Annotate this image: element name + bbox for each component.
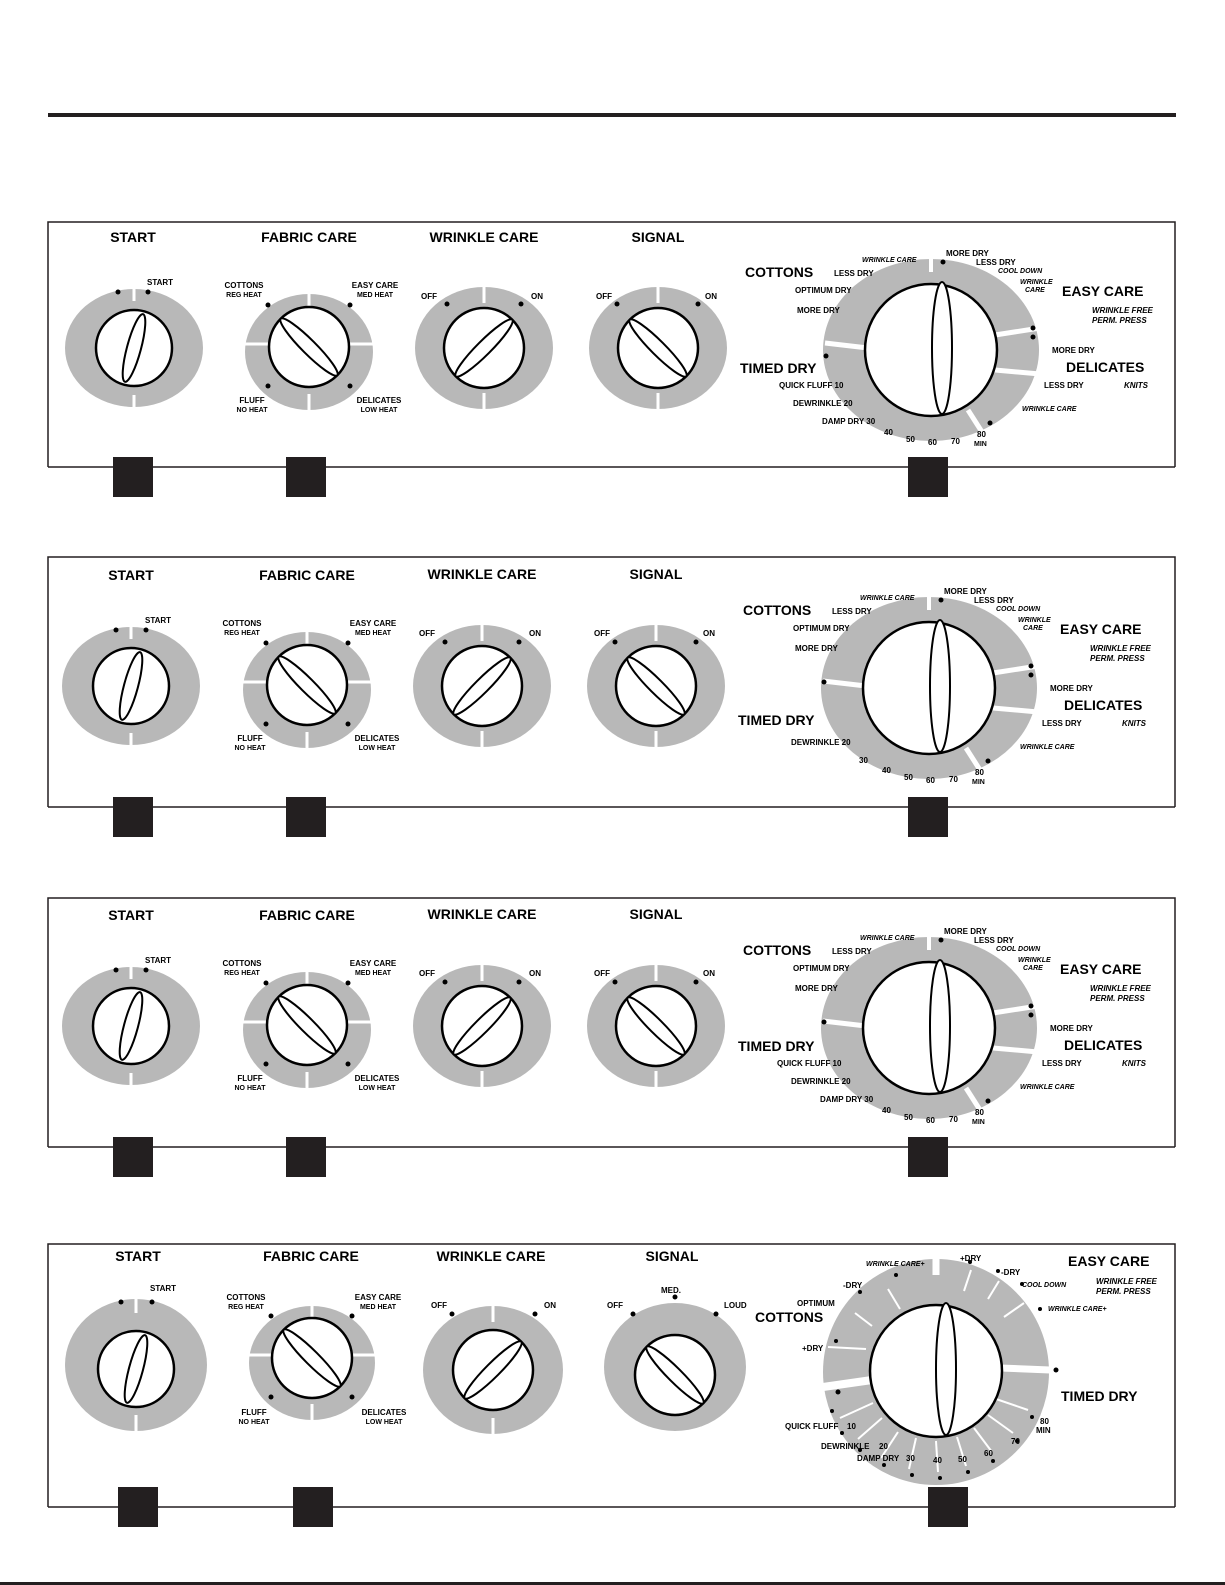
fabric-care-knob[interactable] — [223, 907, 401, 1092]
cycle-less-dry-top: LESS DRY — [974, 936, 1014, 945]
fabric-care-cottons: COTTONS — [226, 1293, 266, 1302]
cycle-damp-dry: DAMP DRY 30 — [822, 417, 876, 426]
wrinkle-care-off: OFF — [421, 292, 437, 301]
cycle-wrinkle-free: WRINKLE FREE — [1090, 644, 1151, 653]
cycle-time-50: 50 — [904, 1113, 913, 1122]
cycle-time-min: MIN — [974, 441, 987, 448]
start-label: START — [150, 1284, 177, 1293]
signal-knob[interactable] — [604, 1248, 747, 1431]
fabric-care-easy-care-sub: MED HEAT — [359, 1304, 397, 1311]
wrinkle-care-knob[interactable] — [413, 906, 551, 1087]
cycle-easy-care: EASY CARE — [1060, 621, 1142, 637]
fabric-care-easy-care: EASY CARE — [349, 619, 397, 628]
start-knob[interactable] — [62, 907, 200, 1085]
fabric-care-delicates: DELICATES — [356, 396, 402, 405]
cycle-wrinkle-free: WRINKLE FREE — [1090, 984, 1151, 993]
wrinkle-care-title: WRINKLE CARE — [436, 1248, 546, 1264]
cycle-time-50: 50 — [906, 435, 915, 444]
wrinkle-care-title: WRINKLE CARE — [429, 229, 539, 245]
cycle-easy-care: EASY CARE — [1062, 283, 1144, 299]
cycle-time-40: 40 — [882, 766, 891, 775]
wrinkle-care-on: ON — [531, 292, 543, 301]
cycle-quick-fluff: QUICK FLUFF 10 — [777, 1059, 842, 1068]
fabric-care-title: FABRIC CARE — [261, 229, 357, 245]
callout-box-fabric-care — [286, 797, 326, 837]
cycle-less-dry-top: LESS DRY — [974, 596, 1014, 605]
fabric-care-cottons-sub: REG HEAT — [226, 292, 262, 299]
fabric-care-easy-care-sub: MED HEAT — [354, 970, 392, 977]
cycle-delicates: DELICATES — [1064, 697, 1143, 713]
signal-off: OFF — [596, 292, 612, 301]
callout-box-cycle — [908, 457, 948, 497]
cycle-time-50: 50 — [958, 1455, 967, 1464]
cycle-wrinkle-care-right-1: WRINKLE — [1018, 957, 1051, 964]
cycle-knob[interactable] — [755, 1253, 1158, 1485]
start-label: START — [145, 956, 172, 965]
signal-off: OFF — [594, 629, 610, 638]
cycle-optimum-dry: OPTIMUM DRY — [793, 964, 850, 973]
top-rule — [48, 113, 1176, 117]
cycle-plus-dry-left: +DRY — [802, 1344, 824, 1353]
start-knob[interactable] — [65, 229, 203, 407]
fabric-care-easy-care: EASY CARE — [351, 281, 399, 290]
cycle-wrinkle-care-right-2: CARE — [1023, 625, 1043, 632]
cycle-minus-dry-left: -DRY — [843, 1281, 863, 1290]
cycle-cool-down: COOL DOWN — [1022, 1282, 1067, 1289]
signal-title: SIGNAL — [631, 229, 685, 245]
wrinkle-care-knob[interactable] — [423, 1248, 563, 1434]
signal-title: SIGNAL — [629, 566, 683, 582]
cycle-dewrinkle: DEWRINKLE 20 — [793, 399, 853, 408]
cycle-minus-dry-right: -DRY — [1001, 1268, 1021, 1277]
fabric-care-easy-care: EASY CARE — [354, 1293, 402, 1302]
fabric-care-fluff-sub: NO HEAT — [234, 1085, 266, 1092]
cycle-wrinkle-care-top: WRINKLE CARE — [860, 935, 915, 942]
cycle-time-min: MIN — [972, 779, 985, 786]
signal-knob[interactable] — [589, 229, 727, 409]
signal-off: OFF — [607, 1301, 623, 1310]
wrinkle-care-off: OFF — [431, 1301, 447, 1310]
fabric-care-fluff: FLUFF — [239, 396, 265, 405]
cycle-wrinkle-care-plus-right: WRINKLE CARE+ — [1048, 1306, 1107, 1313]
fabric-care-delicates-sub: LOW HEAT — [358, 1085, 396, 1092]
fabric-care-fluff-sub: NO HEAT — [234, 745, 266, 752]
fabric-care-cottons: COTTONS — [222, 619, 262, 628]
cycle-less-dry-top: LESS DRY — [976, 258, 1016, 267]
callout-box-start — [113, 1137, 153, 1177]
fabric-care-title: FABRIC CARE — [259, 567, 355, 583]
cycle-optimum-dry: OPTIMUM DRY — [793, 624, 850, 633]
start-title: START — [110, 229, 156, 245]
cycle-less-dry-right: LESS DRY — [1044, 381, 1084, 390]
cycle-time-min: MIN — [1036, 1426, 1051, 1435]
cycle-damp-dry: DAMP DRY — [857, 1454, 900, 1463]
cycle-easy-care: EASY CARE — [1068, 1253, 1150, 1269]
cycle-quick-fluff: QUICK FLUFF 10 — [779, 381, 844, 390]
fabric-care-delicates-sub: LOW HEAT — [365, 1419, 403, 1426]
cycle-time-30: 30 — [906, 1454, 915, 1463]
control-panel-1 — [0, 210, 1225, 510]
wrinkle-care-title: WRINKLE CARE — [427, 906, 537, 922]
fabric-care-delicates-sub: LOW HEAT — [358, 745, 396, 752]
wrinkle-care-off: OFF — [419, 629, 435, 638]
callout-box-fabric-care — [286, 1137, 326, 1177]
cycle-time-40: 40 — [882, 1106, 891, 1115]
cycle-time-60: 60 — [984, 1449, 993, 1458]
signal-loud: LOUD — [724, 1301, 747, 1310]
cycle-knits: KNITS — [1122, 719, 1146, 728]
start-label: START — [145, 616, 172, 625]
callout-box-cycle — [908, 1137, 948, 1177]
cycle-timed-dry: TIMED DRY — [738, 1038, 815, 1054]
control-panel-4 — [0, 1225, 1225, 1535]
control-panel-3 — [0, 890, 1225, 1190]
cycle-knits: KNITS — [1122, 1059, 1146, 1068]
cycle-wrinkle-care-plus-top: WRINKLE CARE+ — [866, 1261, 925, 1268]
cycle-time-80: 80 — [1040, 1417, 1049, 1426]
cycle-cottons: COTTONS — [743, 942, 812, 958]
fabric-care-cottons: COTTONS — [222, 959, 262, 968]
start-knob[interactable] — [65, 1248, 207, 1431]
cycle-delicates: DELICATES — [1064, 1037, 1143, 1053]
cycle-timed-dry: TIMED DRY — [1061, 1388, 1138, 1404]
cycle-more-dry-top: MORE DRY — [944, 587, 987, 596]
fabric-care-delicates-sub: LOW HEAT — [360, 407, 398, 414]
cycle-wrinkle-care-right-1: WRINKLE — [1018, 617, 1051, 624]
cycle-time-50: 50 — [904, 773, 913, 782]
signal-on: ON — [703, 969, 715, 978]
wrinkle-care-knob[interactable] — [415, 229, 553, 409]
cycle-time-min: MIN — [972, 1119, 985, 1126]
cycle-cool-down: COOL DOWN — [998, 268, 1043, 275]
cycle-knob[interactable] — [738, 927, 1152, 1126]
wrinkle-care-on: ON — [544, 1301, 556, 1310]
control-panel-2 — [0, 550, 1225, 850]
cycle-more-dry-right: MORE DRY — [1050, 684, 1093, 693]
signal-med: MED. — [661, 1286, 681, 1295]
cycle-more-dry-left: MORE DRY — [795, 644, 838, 653]
cycle-quick-fluff: QUICK FLUFF — [785, 1422, 839, 1431]
signal-title: SIGNAL — [629, 906, 683, 922]
fabric-care-easy-care-sub: MED HEAT — [356, 292, 394, 299]
cycle-time-70: 70 — [949, 1115, 958, 1124]
cycle-optimum: OPTIMUM — [797, 1299, 835, 1308]
fabric-care-delicates: DELICATES — [361, 1408, 407, 1417]
cycle-timed-dry: TIMED DRY — [738, 712, 815, 728]
cycle-more-dry-top: MORE DRY — [944, 927, 987, 936]
cycle-plus-dry-top: +DRY — [960, 1254, 982, 1263]
fabric-care-fluff: FLUFF — [237, 1074, 263, 1083]
fabric-care-fluff: FLUFF — [237, 734, 263, 743]
cycle-time-80: 80 — [977, 430, 986, 439]
fabric-care-fluff-sub: NO HEAT — [238, 1419, 270, 1426]
cycle-more-dry-right: MORE DRY — [1052, 346, 1095, 355]
callout-box-fabric-care — [286, 457, 326, 497]
cycle-optimum-dry: OPTIMUM DRY — [795, 286, 852, 295]
fabric-care-cottons-sub: REG HEAT — [224, 630, 260, 637]
cycle-knob[interactable] — [738, 587, 1152, 786]
wrinkle-care-on: ON — [529, 969, 541, 978]
callout-box-start — [113, 797, 153, 837]
cycle-more-dry-right: MORE DRY — [1050, 1024, 1093, 1033]
cycle-wrinkle-free: WRINKLE FREE — [1092, 306, 1153, 315]
start-title: START — [115, 1248, 161, 1264]
callout-box-cycle — [908, 797, 948, 837]
cycle-knits: KNITS — [1124, 381, 1148, 390]
signal-on: ON — [703, 629, 715, 638]
cycle-time-60: 60 — [928, 438, 937, 447]
cycle-time-70: 70 — [1011, 1437, 1020, 1446]
cycle-time-80: 80 — [975, 1108, 984, 1117]
cycle-more-dry-left: MORE DRY — [797, 306, 840, 315]
cycle-less-dry-right: LESS DRY — [1042, 719, 1082, 728]
cycle-less-dry-right: LESS DRY — [1042, 1059, 1082, 1068]
cycle-time-60: 60 — [926, 1116, 935, 1125]
wrinkle-care-title: WRINKLE CARE — [427, 566, 537, 582]
wrinkle-care-off: OFF — [419, 969, 435, 978]
cycle-perm-press: PERM. PRESS — [1096, 1287, 1151, 1296]
cycle-dewrinkle: DEWRINKLE — [821, 1442, 870, 1451]
cycle-cool-down: COOL DOWN — [996, 606, 1041, 613]
cycle-cottons: COTTONS — [745, 264, 814, 280]
cycle-timed-dry: TIMED DRY — [740, 360, 817, 376]
fabric-care-easy-care-sub: MED HEAT — [354, 630, 392, 637]
fabric-care-title: FABRIC CARE — [263, 1248, 359, 1264]
cycle-cottons: COTTONS — [743, 602, 812, 618]
cycle-wrinkle-free: WRINKLE FREE — [1096, 1277, 1157, 1286]
fabric-care-knob[interactable] — [223, 567, 401, 752]
cycle-perm-press: PERM. PRESS — [1090, 654, 1145, 663]
fabric-care-fluff: FLUFF — [241, 1408, 267, 1417]
signal-knob[interactable] — [587, 906, 725, 1087]
cycle-time-20: 20 — [879, 1442, 888, 1451]
fabric-care-cottons-sub: REG HEAT — [228, 1304, 264, 1311]
cycle-more-dry-left: MORE DRY — [795, 984, 838, 993]
cycle-cool-down: COOL DOWN — [996, 946, 1041, 953]
cycle-wrinkle-care-top: WRINKLE CARE — [860, 595, 915, 602]
start-knob[interactable] — [62, 567, 200, 745]
fabric-care-delicates: DELICATES — [354, 1074, 400, 1083]
fabric-care-fluff-sub: NO HEAT — [236, 407, 268, 414]
signal-on: ON — [705, 292, 717, 301]
signal-knob[interactable] — [587, 566, 725, 747]
cycle-cottons: COTTONS — [755, 1309, 824, 1325]
cycle-time-40: 40 — [933, 1456, 942, 1465]
start-label: START — [147, 278, 174, 287]
start-title: START — [108, 567, 154, 583]
cycle-easy-care: EASY CARE — [1060, 961, 1142, 977]
fabric-care-knob[interactable] — [225, 229, 403, 414]
start-title: START — [108, 907, 154, 923]
callout-box-start — [118, 1487, 158, 1527]
cycle-time-60: 60 — [926, 776, 935, 785]
fabric-care-knob[interactable] — [227, 1248, 408, 1426]
callout-box-start — [113, 457, 153, 497]
cycle-wrinkle-care-bottom: WRINKLE CARE — [1020, 744, 1075, 751]
cycle-less-dry-left: LESS DRY — [832, 607, 872, 616]
cycle-wrinkle-care-right-2: CARE — [1023, 965, 1043, 972]
cycle-time-40: 40 — [884, 428, 893, 437]
callout-box-fabric-care — [293, 1487, 333, 1527]
cycle-perm-press: PERM. PRESS — [1092, 316, 1147, 325]
cycle-less-dry-left: LESS DRY — [832, 947, 872, 956]
cycle-knob[interactable] — [740, 249, 1154, 448]
cycle-wrinkle-care-right-2: CARE — [1025, 287, 1045, 294]
wrinkle-care-knob[interactable] — [413, 566, 551, 747]
fabric-care-cottons: COTTONS — [224, 281, 264, 290]
fabric-care-cottons-sub: REG HEAT — [224, 970, 260, 977]
cycle-time-70: 70 — [949, 775, 958, 784]
cycle-wrinkle-care-bottom: WRINKLE CARE — [1022, 406, 1077, 413]
fabric-care-delicates: DELICATES — [354, 734, 400, 743]
cycle-less-dry-left: LESS DRY — [834, 269, 874, 278]
cycle-dewrinkle: DEWRINKLE 20 — [791, 738, 851, 747]
callout-box-cycle — [928, 1487, 968, 1527]
cycle-time-70: 70 — [951, 437, 960, 446]
cycle-more-dry-top: MORE DRY — [946, 249, 989, 258]
signal-off: OFF — [594, 969, 610, 978]
cycle-wrinkle-care-top: WRINKLE CARE — [862, 257, 917, 264]
cycle-perm-press: PERM. PRESS — [1090, 994, 1145, 1003]
cycle-wrinkle-care-bottom: WRINKLE CARE — [1020, 1084, 1075, 1091]
cycle-dewrinkle: DEWRINKLE 20 — [791, 1077, 851, 1086]
cycle-damp-dry: DAMP DRY 30 — [820, 1095, 874, 1104]
fabric-care-title: FABRIC CARE — [259, 907, 355, 923]
cycle-time-80: 80 — [975, 768, 984, 777]
cycle-wrinkle-care-right-1: WRINKLE — [1020, 279, 1053, 286]
wrinkle-care-on: ON — [529, 629, 541, 638]
cycle-time-30: 30 — [859, 756, 868, 765]
cycle-delicates: DELICATES — [1066, 359, 1145, 375]
fabric-care-easy-care: EASY CARE — [349, 959, 397, 968]
cycle-time-10: 10 — [847, 1422, 856, 1431]
signal-title: SIGNAL — [645, 1248, 699, 1264]
